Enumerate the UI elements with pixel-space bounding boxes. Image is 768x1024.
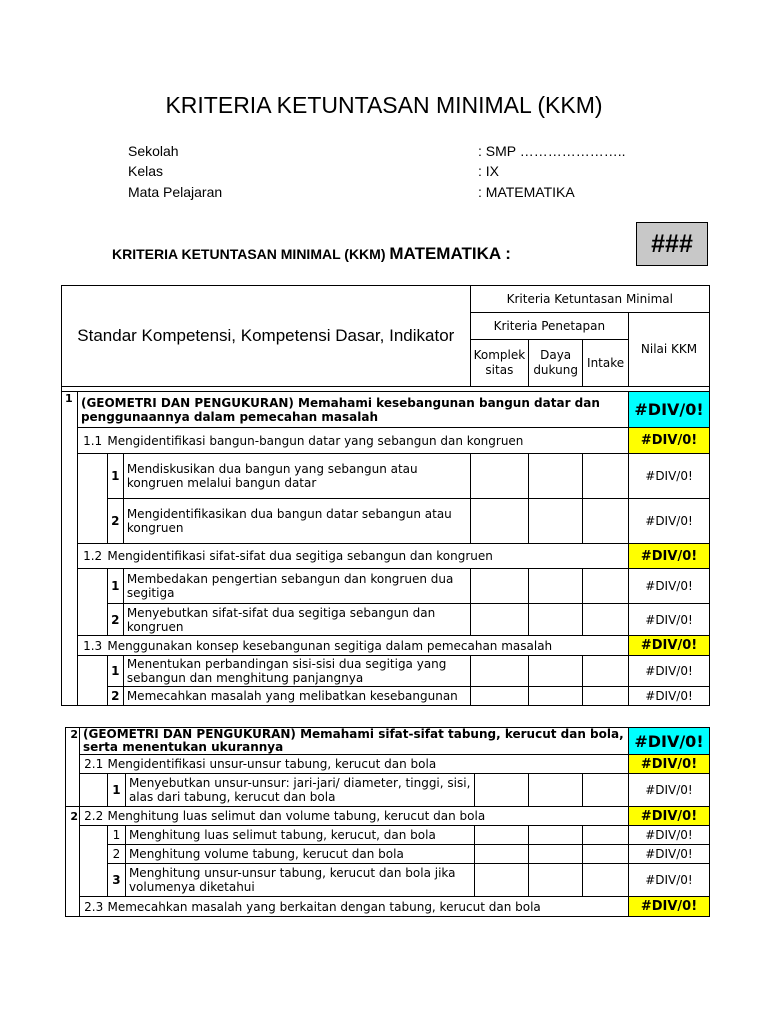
indicator-number: 2: [107, 845, 125, 864]
indicator-number: 3: [107, 864, 125, 897]
input-intake[interactable]: [583, 499, 629, 544]
input-intake[interactable]: [583, 569, 629, 604]
input-daya-dukung[interactable]: [529, 864, 583, 897]
input-kompleksitas[interactable]: [470, 687, 529, 706]
info-value-sekolah: : SMP …………………..: [478, 143, 626, 159]
indicator-value: #DIV/0!: [629, 454, 710, 499]
input-daya-dukung[interactable]: [529, 826, 583, 845]
input-intake[interactable]: [583, 604, 629, 636]
input-kompleksitas[interactable]: [470, 656, 529, 687]
blank: [62, 656, 78, 687]
kkm-table-1: [61, 285, 710, 706]
kd-value: #DIV/0!: [628, 897, 709, 917]
input-kompleksitas[interactable]: [475, 774, 529, 807]
blank: [79, 826, 107, 845]
indicator-value: #DIV/0!: [629, 656, 710, 687]
blank: [62, 636, 78, 656]
indicator-value: #DIV/0!: [629, 569, 710, 604]
indicator-number: 2: [107, 499, 123, 544]
input-kompleksitas[interactable]: [475, 826, 529, 845]
blank: [62, 687, 78, 706]
kd-text: Mengidentifikasi sifat-sifat dua segitiga sebangun dan kongruen: [107, 544, 628, 569]
indicator-number: 1: [107, 826, 125, 845]
blank: [66, 826, 80, 845]
blank: [62, 428, 78, 454]
indicator-value: #DIV/0!: [628, 864, 709, 897]
sk-value: #DIV/0!: [629, 392, 710, 428]
indicator-number: 2: [107, 687, 123, 706]
input-daya-dukung[interactable]: [529, 656, 583, 687]
input-kompleksitas[interactable]: [475, 864, 529, 897]
blank: [77, 656, 107, 687]
header-standar: Standar Kompetensi, Kompetensi Dasar, Indikator: [62, 286, 471, 387]
kd-outer-number: 2: [66, 807, 80, 826]
input-kompleksitas[interactable]: [475, 845, 529, 864]
indicator-value: #DIV/0!: [629, 604, 710, 636]
kd-value: #DIV/0!: [628, 755, 709, 774]
header-nilai: Nilai KKM: [629, 313, 710, 387]
blank: [77, 454, 107, 499]
kd-number: 2.2: [79, 807, 107, 826]
blank: [79, 845, 107, 864]
blank: [66, 845, 80, 864]
input-intake[interactable]: [583, 774, 629, 807]
input-intake[interactable]: [583, 454, 629, 499]
kkm-heading-prefix: KRITERIA KETUNTASAN MINIMAL (KKM): [112, 246, 390, 262]
blank: [62, 544, 78, 569]
indicator-value: #DIV/0!: [629, 687, 710, 706]
blank: [77, 687, 107, 706]
kkm-value-box: ###: [636, 222, 708, 266]
indicator-number: 1: [107, 656, 123, 687]
input-daya-dukung[interactable]: [529, 499, 583, 544]
info-value-mapel: : MATEMATIKA: [478, 184, 575, 200]
sk-text: (GEOMETRI DAN PENGUKURAN) Memahami kesebangunan bangun datar dan penggunaannya dalam pemecahan masalah: [77, 392, 628, 428]
indicator-number: 1: [107, 569, 123, 604]
sk-text: (GEOMETRI DAN PENGUKURAN) Memahami sifat-sifat tabung, kerucut dan bola, serta menentukan ukurannya: [79, 728, 628, 755]
blank: [62, 604, 78, 636]
sk-value: #DIV/0!: [628, 728, 709, 755]
input-daya-dukung[interactable]: [529, 774, 583, 807]
indicator-text: Menyebutkan sifat-sifat dua segitiga sebangun dan kongruen: [123, 604, 470, 636]
header-intake: Intake: [583, 340, 629, 387]
indicator-number: 2: [107, 604, 123, 636]
indicator-text: Membedakan pengertian sebangun dan kongruen dua segitiga: [123, 569, 470, 604]
indicator-number: 1: [107, 774, 125, 807]
input-daya-dukung[interactable]: [529, 687, 583, 706]
indicator-value: #DIV/0!: [628, 826, 709, 845]
indicator-text: Mendiskusikan dua bangun yang sebangun atau kongruen melalui bangun datar: [123, 454, 470, 499]
blank: [66, 774, 80, 807]
indicator-value: #DIV/0!: [628, 845, 709, 864]
input-kompleksitas[interactable]: [470, 604, 529, 636]
input-intake[interactable]: [583, 845, 629, 864]
info-label-sekolah: Sekolah: [128, 143, 179, 159]
input-daya-dukung[interactable]: [529, 845, 583, 864]
input-intake[interactable]: [583, 826, 629, 845]
input-intake[interactable]: [583, 687, 629, 706]
kd-value: #DIV/0!: [628, 807, 709, 826]
input-intake[interactable]: [583, 864, 629, 897]
kd-text: Mengidentifikasi bangun-bangun datar yang sebangun dan kongruen: [107, 428, 628, 454]
info-label-mapel: Mata Pelajaran: [128, 184, 223, 200]
input-daya-dukung[interactable]: [529, 569, 583, 604]
header-daya-dukung: Daya dukung: [529, 340, 583, 387]
indicator-text: Menyebutkan unsur-unsur: jari-jari/ diameter, tinggi, sisi, alas dari tabung, kerucut dan bola: [125, 774, 474, 807]
input-kompleksitas[interactable]: [470, 454, 529, 499]
kkm-heading: [112, 244, 511, 264]
kd-text: Menghitung luas selimut dan volume tabung, kerucut dan bola: [107, 807, 628, 826]
input-daya-dukung[interactable]: [529, 604, 583, 636]
indicator-text: Menentukan perbandingan sisi-sisi dua segitiga yang sebangun dan menghitung panjangnya: [123, 656, 470, 687]
input-daya-dukung[interactable]: [529, 454, 583, 499]
page-title: KRITERIA KETUNTASAN MINIMAL (KKM): [165, 92, 603, 118]
blank: [77, 569, 107, 604]
input-intake[interactable]: [583, 656, 629, 687]
blank: [66, 864, 80, 897]
indicator-number: 1: [107, 454, 123, 499]
kd-number: 1.1: [77, 428, 107, 454]
indicator-text: Menghitung luas selimut tabung, kerucut, dan bola: [125, 826, 474, 845]
indicator-text: Mengidentifikasikan dua bangun datar sebangun atau kongruen: [123, 499, 470, 544]
kd-number: 2.3: [79, 897, 107, 917]
info-value-kelas: : IX: [478, 163, 500, 179]
kd-number: 1.2: [77, 544, 107, 569]
kd-text: Menggunakan konsep kesebangunan segitiga dalam pemecahan masalah: [107, 636, 628, 656]
sk-number: 1: [62, 392, 78, 428]
indicator-text: Memecahkan masalah yang melibatkan kesebangunan: [123, 687, 470, 706]
blank: [66, 897, 80, 917]
kd-value: #DIV/0!: [629, 544, 710, 569]
kd-text: Mengidentifikasi unsur-unsur tabung, kerucut dan bola: [107, 755, 628, 774]
sk-number: 2: [66, 728, 80, 755]
kd-number: 1.3: [77, 636, 107, 656]
input-kompleksitas[interactable]: [470, 569, 529, 604]
blank: [62, 454, 78, 499]
blank: [77, 499, 107, 544]
header-kkm: Kriteria Ketuntasan Minimal: [470, 286, 709, 313]
kd-number: 2.1: [79, 755, 107, 774]
kd-value: #DIV/0!: [629, 636, 710, 656]
blank: [77, 604, 107, 636]
blank: [62, 569, 78, 604]
indicator-value: #DIV/0!: [629, 499, 710, 544]
input-kompleksitas[interactable]: [470, 499, 529, 544]
indicator-text: Menghitung unsur-unsur tabung, kerucut dan bola jika volumenya diketahui: [125, 864, 474, 897]
header-kompleksitas: Komplek sitas: [470, 340, 529, 387]
header-penetapan: Kriteria Penetapan: [470, 313, 628, 340]
blank: [66, 755, 80, 774]
blank: [79, 774, 107, 807]
kd-value: #DIV/0!: [629, 428, 710, 454]
indicator-value: #DIV/0!: [628, 774, 709, 807]
info-label-kelas: Kelas: [128, 163, 164, 179]
kkm-heading-subject: MATEMATIKA :: [389, 244, 511, 263]
kkm-table-2: [65, 727, 710, 917]
kd-text: Memecahkan masalah yang berkaitan dengan tabung, kerucut dan bola: [107, 897, 628, 917]
blank: [62, 499, 78, 544]
blank: [79, 864, 107, 897]
indicator-text: Menghitung volume tabung, kerucut dan bola: [125, 845, 474, 864]
